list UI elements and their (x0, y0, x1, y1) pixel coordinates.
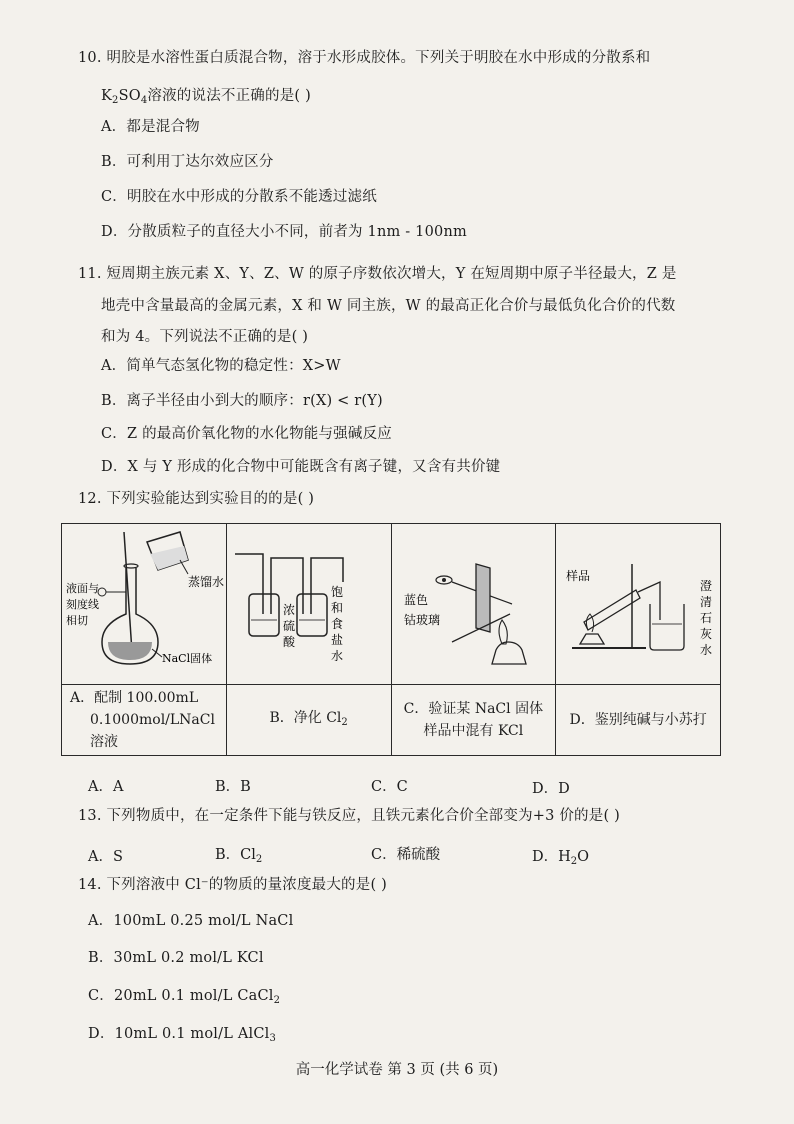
panel-d-heating (556, 524, 721, 685)
q10-stem-line1: 10. 明胶是水溶性蛋白质混合物，溶于水形成胶体。下列关于明胶在水中形成的分散系和 (78, 50, 651, 66)
q12-option-d: D．D (532, 781, 570, 797)
label-graduation: 刻度线 (66, 598, 99, 611)
q10-option-c: C．明胶在水中形成的分散系不能透过滤纸 (101, 189, 377, 205)
q11-stem-line1: 11. 短周期主族元素 X、Y、Z、W 的原子序数依次增大，Y 在短周期中原子半径最大，Z 是 (78, 266, 677, 282)
label-shi-stone: 石 (700, 611, 713, 625)
q13-stem: 13. 下列物质中，在一定条件下能与铁反应，且铁元素化合价全部变为+3 价的是( ) (78, 808, 620, 824)
q11-option-a: A．简单气态氢化物的稳定性：X>W (101, 358, 341, 374)
panel-c-flame-test (391, 524, 556, 685)
q11-stem-line2: 地壳中含量最高的金属元素，X 和 W 同主族，W 的最高正化合价与最低负化合价的代数 (101, 298, 676, 314)
label-blue: 蓝色 (403, 593, 428, 607)
q12-option-c: C．C (371, 779, 408, 795)
label-hui: 灰 (700, 627, 713, 641)
q10-option-b: B．可利用丁达尔效应区分 (101, 154, 274, 170)
q14-option-a: A．100mL 0.25 mol/L NaCl (88, 913, 294, 929)
q14-stem: 14. 下列溶液中 Cl⁻的物质的量浓度最大的是( ) (78, 877, 387, 893)
q10-stem-line2: $K_2SO_4$溶液的说法不正确的是( ) (101, 88, 311, 106)
q14-option-d: D．10mL 0.1 mol/L AlCl$_3$ (88, 1026, 277, 1044)
label-nacl-solid: NaCl固体 (162, 652, 213, 665)
caption-d: D．鉴别纯碱与小苏打 (556, 685, 721, 756)
gas-washing-diagram (227, 524, 363, 680)
q13-option-c: C．稀硫酸 (371, 847, 441, 863)
q10-option-a: A．都是混合物 (101, 119, 200, 135)
panel-b-gas-washing (226, 524, 391, 685)
label-nong: 浓 (282, 603, 295, 617)
label-liquid-level: 液面与 (66, 582, 99, 595)
heating-diagram (556, 524, 724, 680)
q11-option-c: C．Z 的最高价氧化物的水化物能与强碱反应 (101, 426, 392, 442)
experiment-table (61, 523, 721, 756)
caption-b: B．净化 $Cl_2$ (226, 685, 391, 756)
label-he: 和 (330, 601, 343, 615)
caption-c-line1: C．验证某 NaCl 固体 (403, 701, 544, 717)
flame-test-diagram (392, 524, 548, 680)
q13-option-a: A．S (88, 849, 123, 865)
label-yan: 盐 (330, 633, 343, 647)
q13-option-b: B．$Cl_2$ (215, 847, 263, 865)
q14-option-c: C．20mL 0.1 mol/L CaCl$_2$ (88, 988, 281, 1006)
caption-a-line2: 0.1000mol/LNaCl 溶液 (90, 712, 215, 750)
label-cheng: 澄 (700, 579, 713, 593)
label-distilled-water: 蒸馏水 (188, 575, 225, 589)
label-shi: 食 (330, 617, 343, 631)
q12-option-a: A．A (88, 779, 124, 795)
caption-a-line1: A．配制 100.00mL (70, 690, 199, 706)
label-cobalt-glass: 钴玻璃 (403, 613, 440, 627)
q12-option-b: B．B (215, 779, 251, 795)
label-suan: 酸 (282, 635, 295, 649)
label-tangent: 相切 (66, 614, 88, 627)
label-shui-water: 水 (700, 643, 713, 657)
q14-option-b: B．30mL 0.2 mol/L KCl (88, 950, 264, 966)
label-bao: 饱 (330, 585, 343, 599)
page-footer: 高一化学试卷 第 3 页 (共 6 页) (295, 1062, 499, 1078)
label-qing: 清 (700, 595, 713, 609)
caption-c (391, 685, 556, 756)
q10-option-d: D．分散质粒子的直径大小不同，前者为 1nm - 100nm (101, 224, 467, 240)
q11-stem-line3: 和为 4。下列说法不正确的是( ) (101, 329, 309, 345)
q11-option-d: D．X 与 Y 形成的化合物中可能既含有离子键，又含有共价键 (101, 459, 501, 475)
caption-c-line2: 样品中混有 KCl (423, 723, 524, 739)
q11-option-b: B．离子半径由小到大的顺序：r(X) < r(Y) (101, 393, 383, 409)
label-liu: 硫 (282, 619, 295, 633)
q13-option-d: D．$H_2O$ (532, 849, 590, 867)
flask-diagram (62, 524, 254, 680)
panel-a-volumetric-flask (62, 524, 227, 685)
q12-stem: 12. 下列实验能达到实验目的的是( ) (78, 491, 315, 507)
label-sample: 样品 (566, 569, 591, 583)
caption-a (62, 685, 227, 756)
label-shui: 水 (330, 649, 343, 663)
